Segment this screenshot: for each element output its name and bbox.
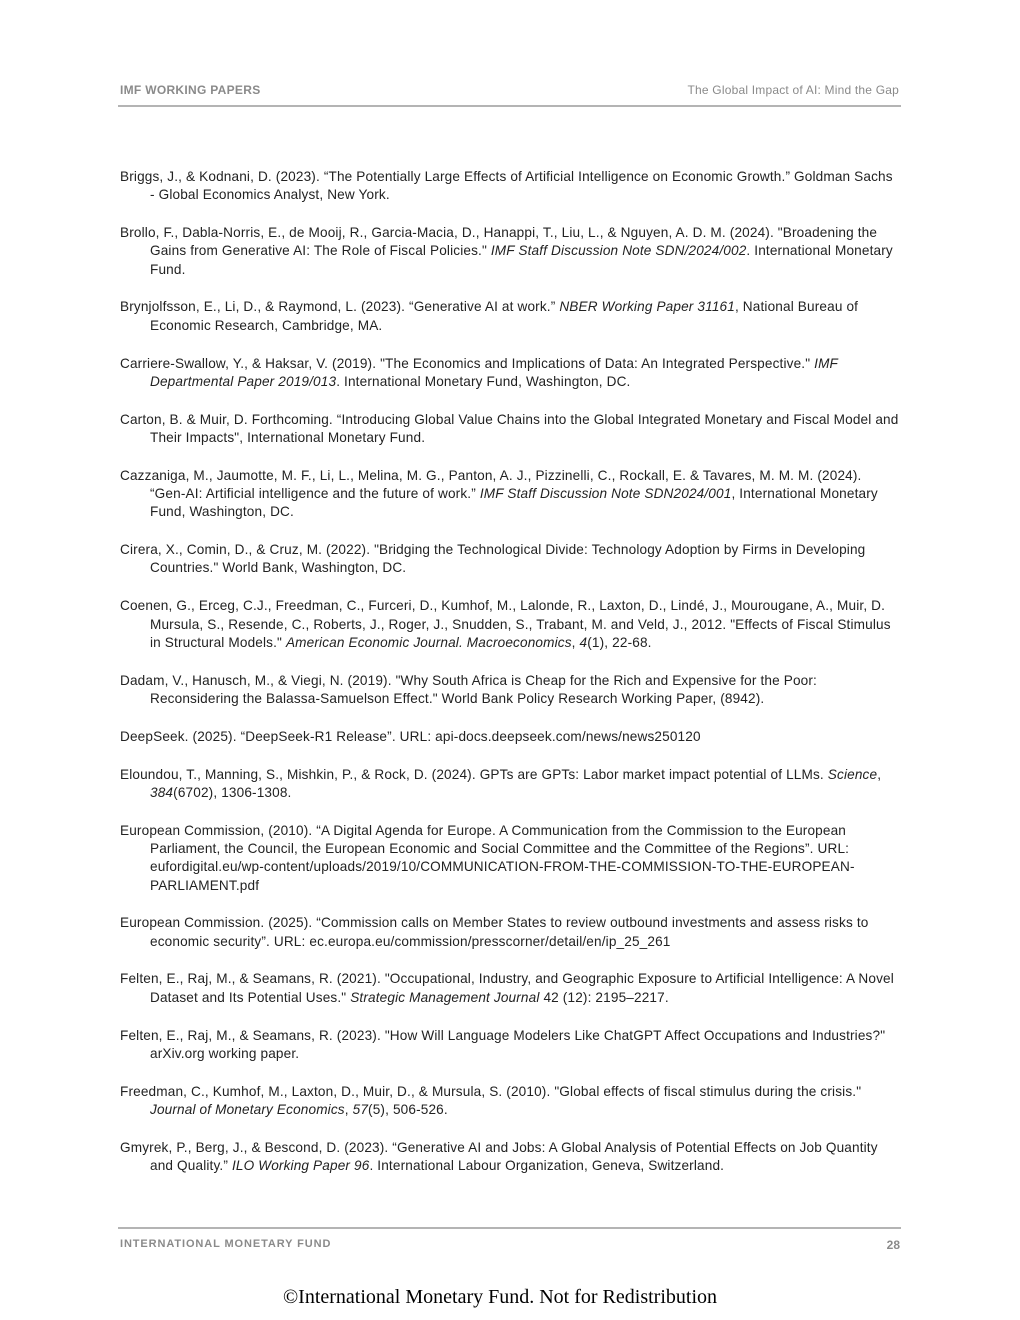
running-header [120, 83, 901, 99]
reference-entry [120, 411, 900, 448]
running-footer [120, 1238, 901, 1254]
reference-text: Briggs, J., & Kodnani, D. (2023). “The Potentially Large Effects of Artificial Intelligence on Economic Growth.” Goldman Sachs - Global Economics Analyst, New York. [120, 169, 893, 203]
reference-text: DeepSeek. (2025). “DeepSeek-R1 Release”. URL: api-docs.deepseek.com/news/news250120 [120, 728, 701, 744]
reference-entry [120, 766, 900, 803]
reference-text: Dadam, V., Hanusch, M., & Viegi, N. (2019). "Why South Africa is Cheap for the Rich and Expensive for the Poor: Reconsidering the Balassa-Samuelson Effect." World Bank Policy Research Working Paper, (8942). [120, 672, 817, 706]
reference-text: , [344, 1101, 353, 1117]
reference-text: Freedman, C., Kumhof, M., Laxton, D., Muir, D., & Mursula, S. (2010). "Global effects of fiscal stimulus during the crisis." [120, 1083, 862, 1099]
reference-entry [120, 728, 900, 746]
reference-text: , International Monetary Fund, Washington, DC. [150, 486, 878, 520]
reference-entry [120, 822, 900, 895]
reference-italic-text: IMF Staff Discussion Note SDN/2024/002 [490, 243, 747, 259]
reference-italic-text: 384 [150, 784, 174, 800]
reference-text: 42 (12): 2195–2217. [539, 989, 669, 1005]
reference-text: , [877, 766, 882, 782]
reference-text: (6702), 1306-1308. [173, 784, 292, 800]
reference-text: Carton, B. & Muir, D. Forthcoming. “Introducing Global Value Chains into the Global Integrated Monetary and Fiscal Model and Their Impacts", International Monetary Fund. [120, 411, 899, 445]
reference-text: European Commission. (2025). “Commission calls on Member States to review outbound investments and assess risks to economic security”. URL: ec.europa.eu/commission/presscorner/detail/en/ip_25_261 [120, 915, 869, 949]
reference-text: , [571, 634, 580, 650]
footer-divider [118, 1227, 901, 1229]
reference-text: , National Bureau of Economic Research, Cambridge, MA. [150, 299, 859, 333]
reference-entry [120, 914, 900, 951]
reference-entry [120, 224, 900, 279]
reference-text: Cirera, X., Comin, D., & Cruz, M. (2022). "Bridging the Technological Divide: Technology Adoption by Firms in Developing Countries." World Bank, Washington, DC. [120, 542, 866, 576]
reference-text: (1), 22-68. [587, 634, 652, 650]
reference-entry [120, 541, 900, 578]
reference-italic-text: NBER Working Paper 31161 [559, 299, 735, 315]
reference-entry [120, 1139, 900, 1176]
reference-text: Brynjolfsson, E., Li, D., & Raymond, L. (2023). “Generative AI at work.” [120, 299, 560, 315]
copyright-notice: ©International Monetary Fund. Not for Redistribution [282, 1286, 717, 1308]
reference-entry [120, 355, 900, 392]
reference-text: Eloundou, T., Manning, S., Mishkin, P., & Rock, D. (2024). GPTs are GPTs: Labor market impact potential of LLMs. [120, 766, 828, 782]
reference-entry [120, 597, 900, 652]
reference-text: . International Labour Organization, Geneva, Switzerland. [369, 1157, 725, 1173]
reference-text: European Commission, (2010). “A Digital Agenda for Europe. A Communication from the Commission to the European Parliament, the Council, the European Economic and Social Committee and the Committee of the Regions”. URL: eufordigital.eu/wp-content/uploads/2019/10/COMMUNICATION-FROM-THE-COMMISSION-TO-THE-EUROPEAN-PARLIAMENT.pdf [120, 822, 855, 893]
reference-entry [120, 1027, 900, 1064]
reference-text: Coenen, G., Erceg, C.J., Freedman, C., Furceri, D., Kumhof, M., Lalonde, R., Laxton, D., Lindé, J., Mourougane, A., Muir, D. Mursula, S., Resende, C., Roberts, J., Roger, J., Snudden, S., Trabant, M. and Veld, J., 2012. "Effects of Fiscal Stimulus in Structural Models." [120, 598, 891, 650]
reference-italic-text: 57 [352, 1101, 369, 1117]
page-number: 28 [886, 1238, 900, 1252]
reference-italic-text: 4 [579, 634, 588, 650]
reference-text: Brollo, F., Dabla-Norris, E., de Mooij, R., Garcia-Macia, D., Hanappi, T., Liu, L., & Nguyen, A. D. M. (2024). "Broadening the Gains from Generative AI: The Role of Fiscal Policies." [120, 225, 878, 259]
reference-entry [120, 1083, 900, 1120]
reference-italic-text: IMF Staff Discussion Note SDN2024/001 [479, 486, 732, 502]
reference-entry [120, 168, 900, 205]
reference-italic-text: ILO Working Paper 96 [231, 1157, 370, 1173]
paper-title: The Global Impact of AI: Mind the Gap [687, 83, 899, 97]
reference-italic-text: American Economic Journal. Macroeconomics [285, 634, 572, 650]
reference-text: Felten, E., Raj, M., & Seamans, R. (2021). "Occupational, Industry, and Geographic Exposure to Artificial Intelligence: A Novel Dataset and Its Potential Uses." [120, 971, 894, 1005]
reference-italic-text: Strategic Management Journal [350, 989, 540, 1005]
header-divider [118, 105, 901, 107]
reference-text: Felten, E., Raj, M., & Seamans, R. (2023). "How Will Language Modelers Like ChatGPT Affect Occupations and Industries?" arXiv.org working paper. [120, 1027, 886, 1061]
reference-text: Gmyrek, P., Berg, J., & Bescond, D. (2023). “Generative AI and Jobs: A Global Analysis of Potential Effects on Job Quantity and Quality.” [120, 1139, 878, 1173]
reference-text: . International Monetary Fund. [150, 243, 893, 277]
reference-entry [120, 970, 900, 1007]
reference-entry [120, 672, 900, 709]
reference-italic-text: Science [827, 766, 878, 782]
reference-text: Carriere-Swallow, Y., & Haksar, V. (2019). "The Economics and Implications of Data: An Integrated Perspective." [120, 355, 815, 371]
reference-text: Cazzaniga, M., Jaumotte, M. F., Li, L., Melina, M. G., Panton, A. J., Pizzinelli, C., Rockall, E. & Tavares, M. M. M. (2024). “Gen-AI: Artificial intelligence and the future of work.” [120, 467, 862, 502]
reference-entry [120, 467, 900, 522]
reference-text: (5), 506-526. [368, 1101, 448, 1117]
reference-italic-text: Journal of Monetary Economics [150, 1101, 345, 1117]
reference-entry [120, 298, 900, 335]
reference-italic-text: IMF Departmental Paper 2019/013 [150, 355, 838, 389]
reference-text: . International Monetary Fund, Washington, DC. [336, 373, 631, 389]
reference-list [120, 168, 900, 1175]
series-title: IMF WORKING PAPERS [120, 83, 261, 97]
publisher-name: INTERNATIONAL MONETARY FUND [120, 1238, 332, 1250]
